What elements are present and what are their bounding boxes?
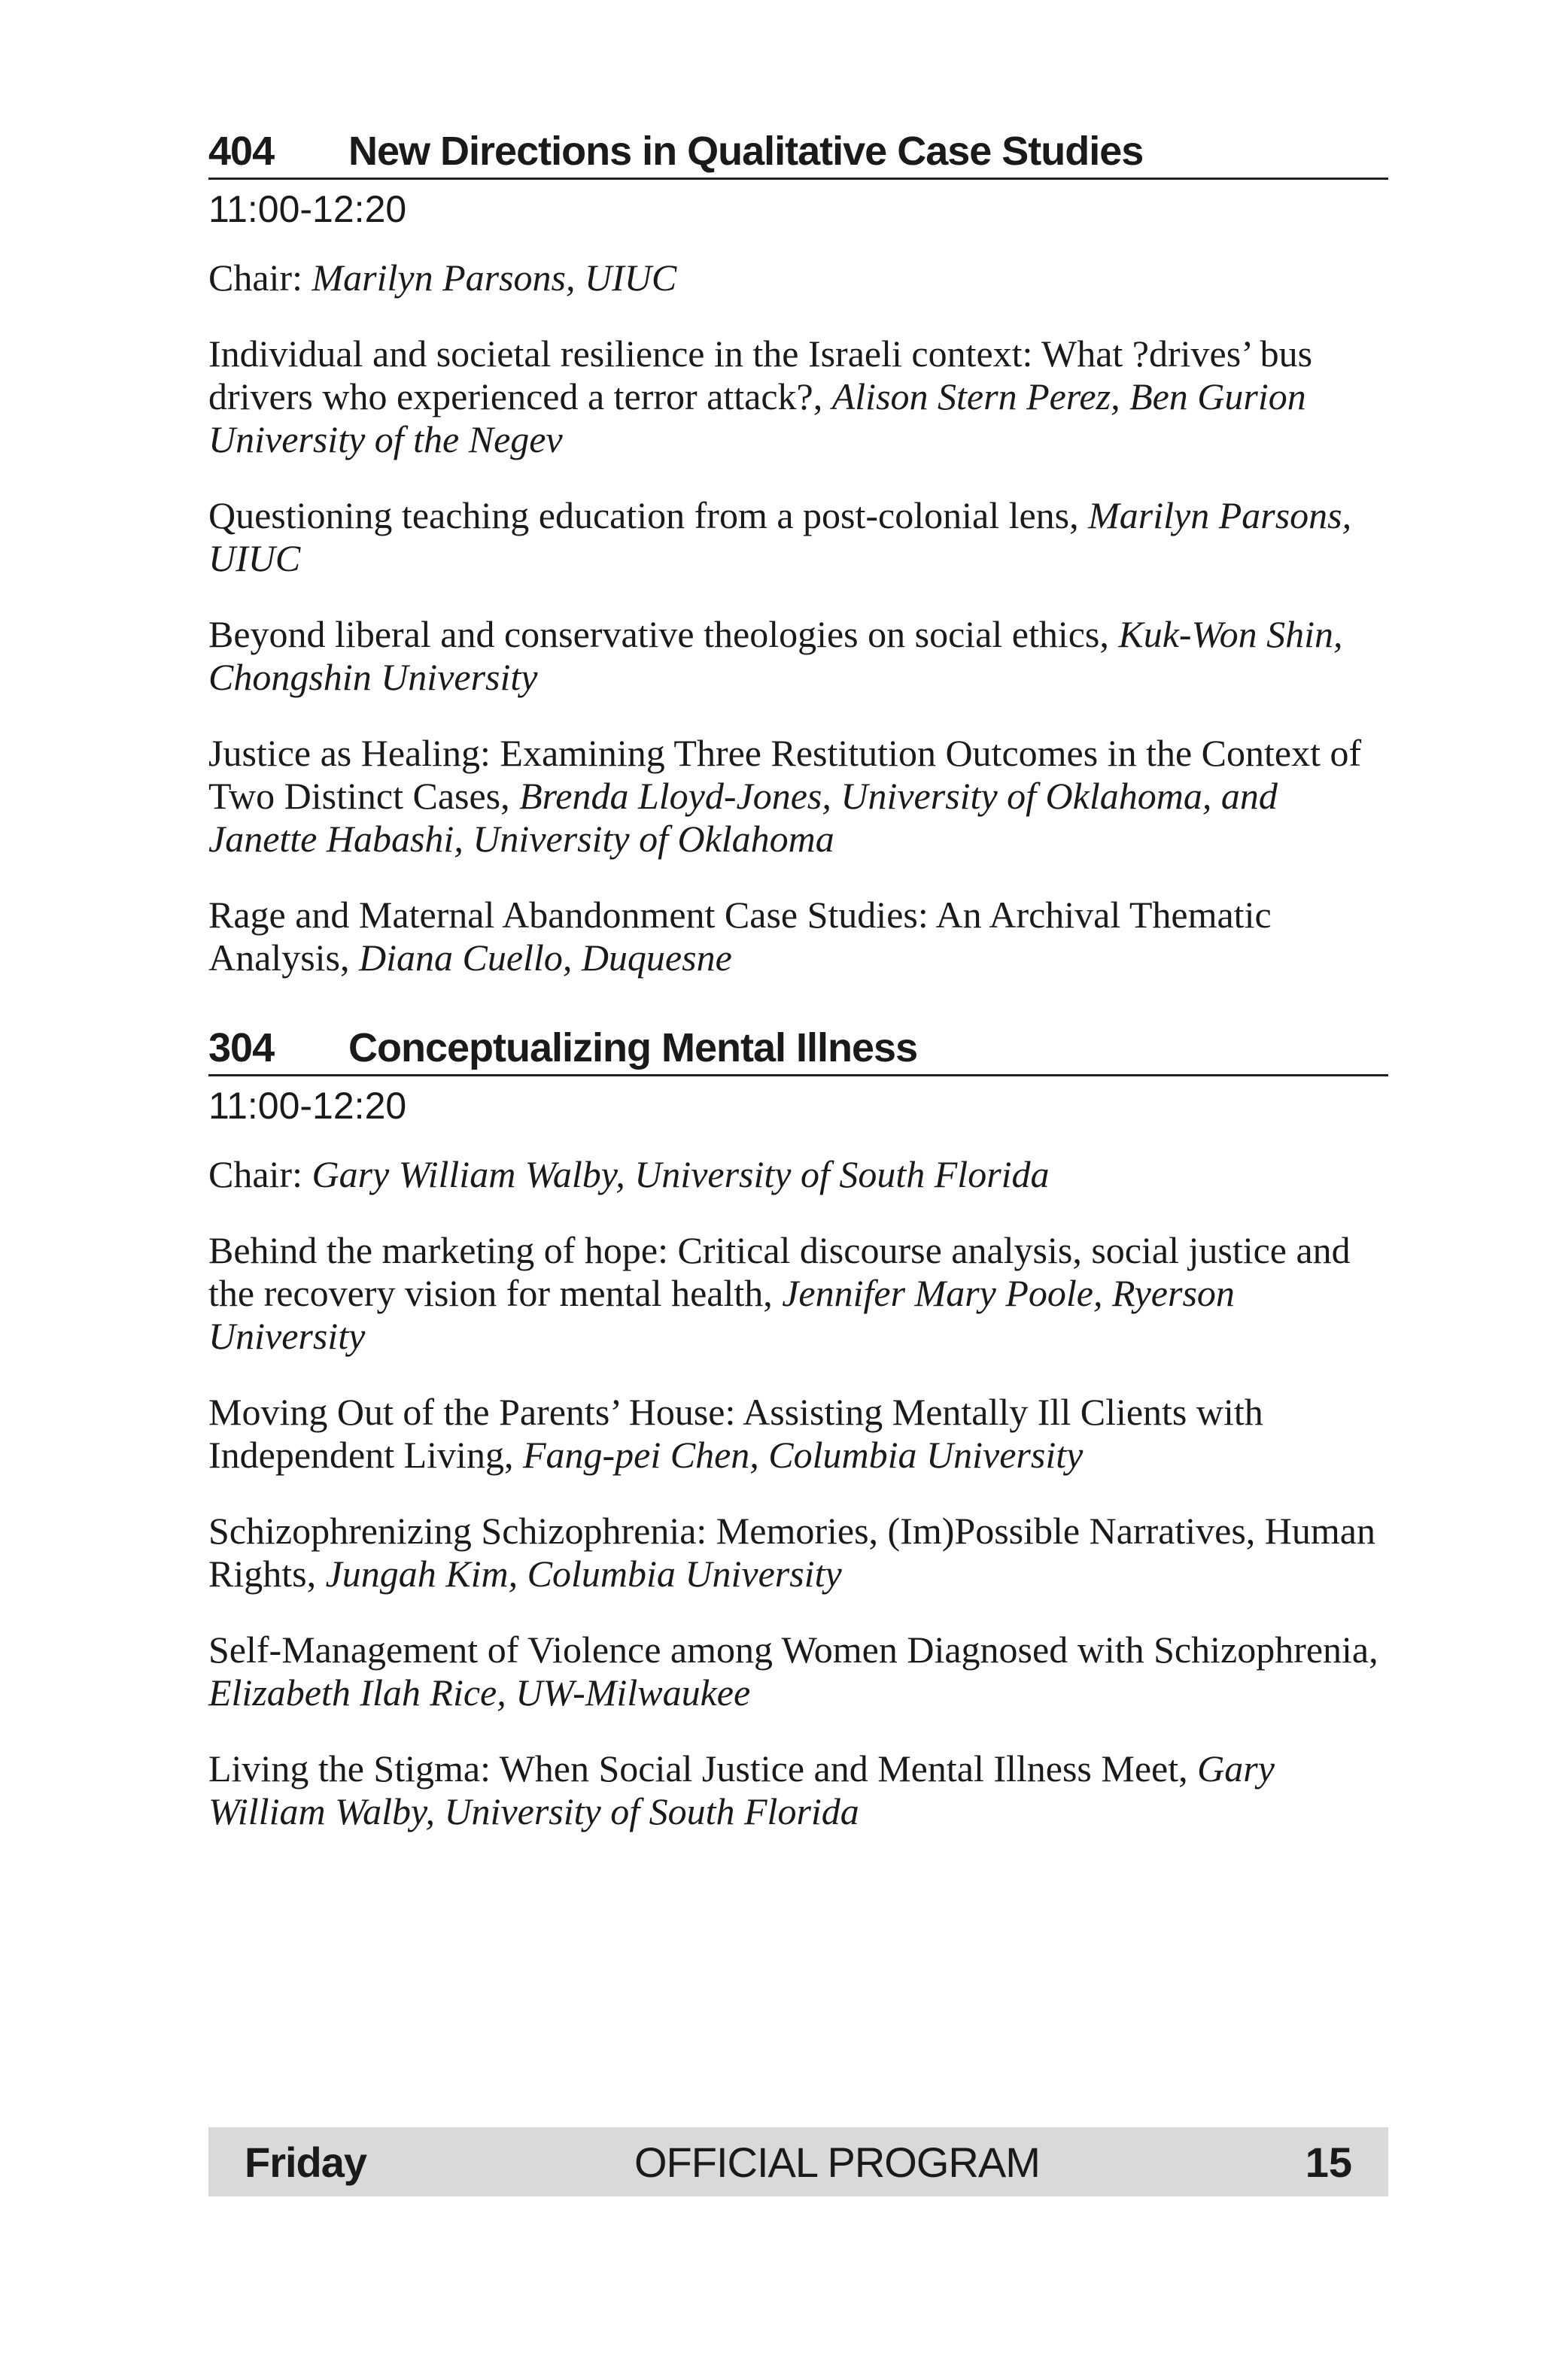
paper-entry — [208, 1510, 1388, 1595]
paper-authors: Kuk-Won Shin, Chongshin University — [208, 613, 1343, 698]
session-header — [208, 128, 1388, 180]
paper-title: Questioning teaching education from a post-colonial lens, — [208, 494, 1089, 536]
program-page — [208, 128, 1388, 1878]
paper-entry — [208, 613, 1388, 699]
session-404 — [208, 128, 1388, 979]
paper-authors: Brenda Lloyd-Jones, University of Oklahoma, and Janette Habashi, University of Oklahoma — [208, 775, 1278, 860]
paper-authors: Fang-pei Chen, Columbia University — [522, 1434, 1084, 1476]
paper-title: Behind the marketing of hope: Critical discourse analysis, social justice and the recovery vision for mental health, — [208, 1229, 1351, 1314]
chair-label: Chair: — [208, 1153, 312, 1195]
session-header — [208, 1025, 1388, 1076]
chair-label: Chair: — [208, 257, 312, 299]
paper-title: Living the Stigma: When Social Justice and Mental Illness Meet, — [208, 1747, 1198, 1790]
chair-name: Marilyn Parsons, UIUC — [312, 257, 677, 299]
paper-authors: Marilyn Parsons, UIUC — [208, 494, 1352, 579]
paper-entry — [208, 1629, 1388, 1714]
paper-authors: Jennifer Mary Poole, Ryerson University — [208, 1272, 1235, 1357]
paper-title: Self-Management of Violence among Women Diagnosed with Schizophrenia, — [208, 1629, 1378, 1671]
paper-authors: Gary William Walby, University of South Florida — [208, 1747, 1275, 1832]
paper-entry — [208, 732, 1388, 861]
footer-day: Friday — [245, 2138, 367, 2186]
paper-title: Justice as Healing: Examining Three Restitution Outcomes in the Context of Two Distinct Cases, — [208, 732, 1362, 817]
session-chair — [208, 257, 1388, 299]
paper-entry — [208, 494, 1388, 580]
session-time: 11:00-12:20 — [208, 188, 407, 230]
session-room: 304 — [208, 1025, 275, 1070]
page-number: 15 — [1305, 2138, 1352, 2186]
session-room: 404 — [208, 129, 275, 174]
session-chair — [208, 1153, 1388, 1196]
page-footer — [208, 2127, 1388, 2196]
session-time: 11:00-12:20 — [208, 1085, 407, 1127]
paper-title: Beyond liberal and conservative theologies on social ethics, — [208, 613, 1119, 655]
paper-entry — [208, 332, 1388, 461]
chair-name: Gary William Walby, University of South Florida — [312, 1153, 1050, 1195]
paper-authors: Elizabeth Ilah Rice, UW-Milwaukee — [208, 1671, 751, 1714]
paper-title: Individual and societal resilience in the Israeli context: What ?drives’ bus drivers who experienced a terror attack?, — [208, 332, 1313, 417]
paper-entry — [208, 1747, 1388, 1833]
paper-entry — [208, 1391, 1388, 1477]
paper-authors: Jungah Kim, Columbia University — [325, 1553, 842, 1595]
session-title: Conceptualizing Mental Illness — [348, 1025, 918, 1070]
paper-authors: Alison Stern Perez, Ben Gurion University of the Negev — [208, 375, 1306, 460]
paper-entry — [208, 894, 1388, 979]
paper-authors: Diana Cuello, Duquesne — [359, 937, 732, 979]
paper-title: Rage and Maternal Abandonment Case Studies: An Archival Thematic Analysis, — [208, 894, 1272, 979]
footer-title: OFFICIAL PROGRAM — [634, 2138, 1040, 2186]
paper-title: Moving Out of the Parents’ House: Assisting Mentally Ill Clients with Independent Living, — [208, 1391, 1263, 1476]
session-304 — [208, 1025, 1388, 1833]
session-title: New Directions in Qualitative Case Studies — [348, 129, 1144, 174]
paper-entry — [208, 1229, 1388, 1358]
paper-title: Schizophrenizing Schizophrenia: Memories, (Im)Possible Narratives, Human Rights, — [208, 1510, 1376, 1595]
